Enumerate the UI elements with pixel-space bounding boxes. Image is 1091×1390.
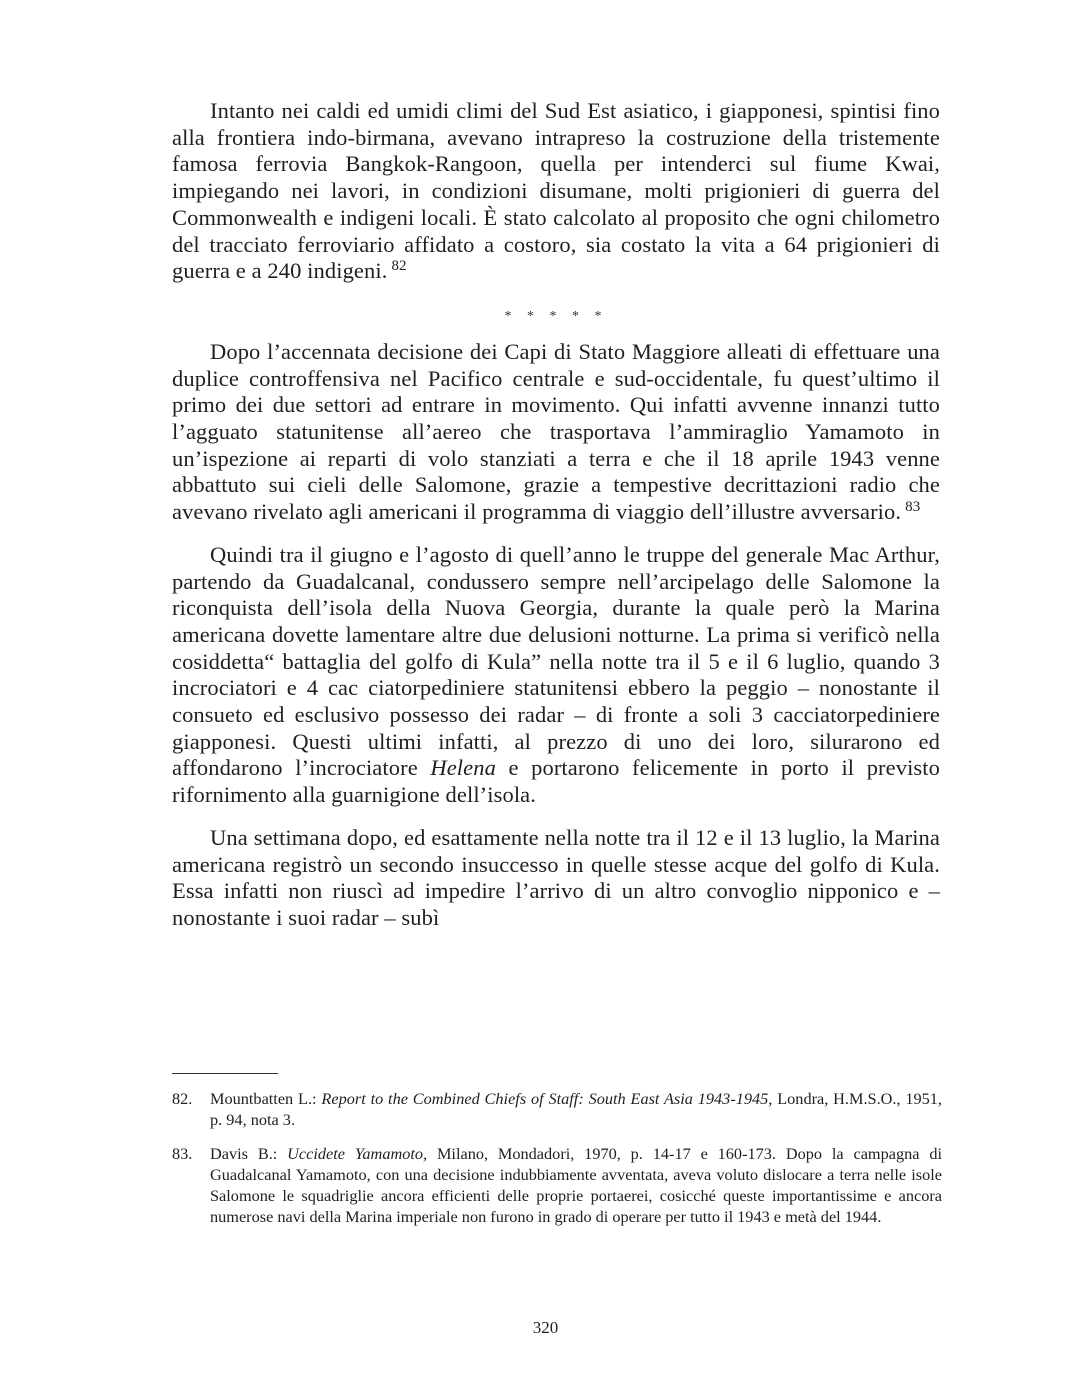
- footnote-text: [210, 1088, 942, 1131]
- paragraph-text: Intanto nei caldi ed umidi climi del Sud Est asiatico, i giapponesi, spintisi fino alla frontiera indo-birmana, avevano intrapreso la costruzione della tristemente famosa ferrovia Bangkok-Rangoon, quella per intenderci sul fiume Kwai, impiegando nei lavori, in condizioni disumane, molti prigionieri di guerra del Commonwealth e indigeni locali. È stato calcolato al proposito che ogni chilometro del tracciato ferroviario affidato a costoro, sia costato la vita a 64 prigionieri di guerra e a 240 indigeni.: [172, 98, 940, 284]
- footnote-divider: [172, 1073, 278, 1074]
- footnote-number: 83.: [172, 1143, 193, 1163]
- footnote-author: Davis B.:: [210, 1143, 278, 1163]
- paragraph-text: Una settimana dopo, ed esattamente nella notte tra il 12 e il 13 luglio, la Marina americana registrò un secondo insuccesso in quelle stesse acque del golfo di Kula. Essa infatti non riuscì ad impedire l’arrivo di un altro convoglio nipponico e – nonostante i suoi radar – subì: [172, 824, 940, 930]
- page-number: 320: [532, 1318, 559, 1337]
- paragraph-second-setback: [172, 825, 940, 932]
- footnote-details: Londra, H.M.S.O., 1951, p. 94, nota 3.: [210, 1089, 942, 1130]
- footnote-ref-83: 83: [905, 499, 921, 516]
- page-body: [172, 98, 940, 932]
- paragraph-text: Quindi tra il giugno e l’agosto di quell’anno le truppe del generale Mac Arthur, partendo da Guadalcanal, condussero sempre nell’arcipelago delle Salomone la riconquista dell’isola della Nuova Georgia, durante la quale però la Marina americana dovette lamentare altre due delusioni notturne. La prima si verificò nella cosiddetta“ battaglia del golfo di Kula” nella notte tra il 5 e il 6 luglio, quando 3 incrociatori e 4 cac ciatorpediniere statunitensi ebbero la peggio – nonostante il consueto ed esclusivo possesso dei radar – di fronte a soli 3 cacciatorpediniere giapponesi. Questi ultimi infatti, al prezzo di uno dei loro, silurarono ed affondarono l’incrociatore: [172, 541, 940, 781]
- footnote-title: Report to the Combined Chiefs of Staff: South East Asia 1943-1945,: [321, 1089, 773, 1108]
- paragraph-kwai-railway: [172, 98, 940, 285]
- section-separator: * * * * *: [504, 308, 608, 324]
- footnote-number: 82.: [172, 1089, 193, 1108]
- paragraph-text-continued: e portarono felicemente in porto il previsto rifornimento alla guarnigione dell’isola.: [172, 755, 940, 808]
- paragraph-kula-gulf: [172, 542, 940, 809]
- paragraph-yamamoto: [172, 339, 940, 526]
- footnote-details: Milano, Mondadori, 1970, p. 14-17 e 160-173. Dopo la campagna di Guadalcanal Yamamoto, con una decisione indubbiamente avventata, aveva voluto dislocare a terra nelle isole Salomone le squadriglie ancora efficienti delle proprie portaerei, cosicché queste importantissime e ancora numerose navi della Marina imperiale non furono in grado di operare per tutto il 1943 e metà del 1944.: [210, 1143, 942, 1227]
- footnote-title: Uccidete Yamamoto,: [287, 1143, 428, 1163]
- footnotes: [172, 1088, 942, 1240]
- footnote-83: [172, 1143, 942, 1228]
- footnote-82: [172, 1088, 942, 1131]
- footnote-author: Mountbatten L.:: [210, 1089, 317, 1108]
- paragraph-text: Dopo l’accennata decisione dei Capi di Stato Maggiore alleati di effettuare una duplice controffensiva nel Pacifico centrale e sud-occidentale, fu quest’ultimo il primo dei due settori ad entrare in movimento. Qui infatti avvenne innanzi tutto l’agguato statunitense all’aereo che trasportava l’ammiraglio Yamamoto in un’ispezione ai reparti di volo stanziati a terra e che il 18 aprile 1943 venne abbattuto sui cieli delle Salomone, grazie a tempestive decrittazioni radio che avevano rivelato agli americani il programma di viaggio dell’illustre avversario.: [172, 338, 940, 525]
- footnote-ref-82: 82: [391, 258, 407, 275]
- ship-name-italic: Helena: [430, 755, 496, 781]
- footnote-text: [210, 1143, 942, 1228]
